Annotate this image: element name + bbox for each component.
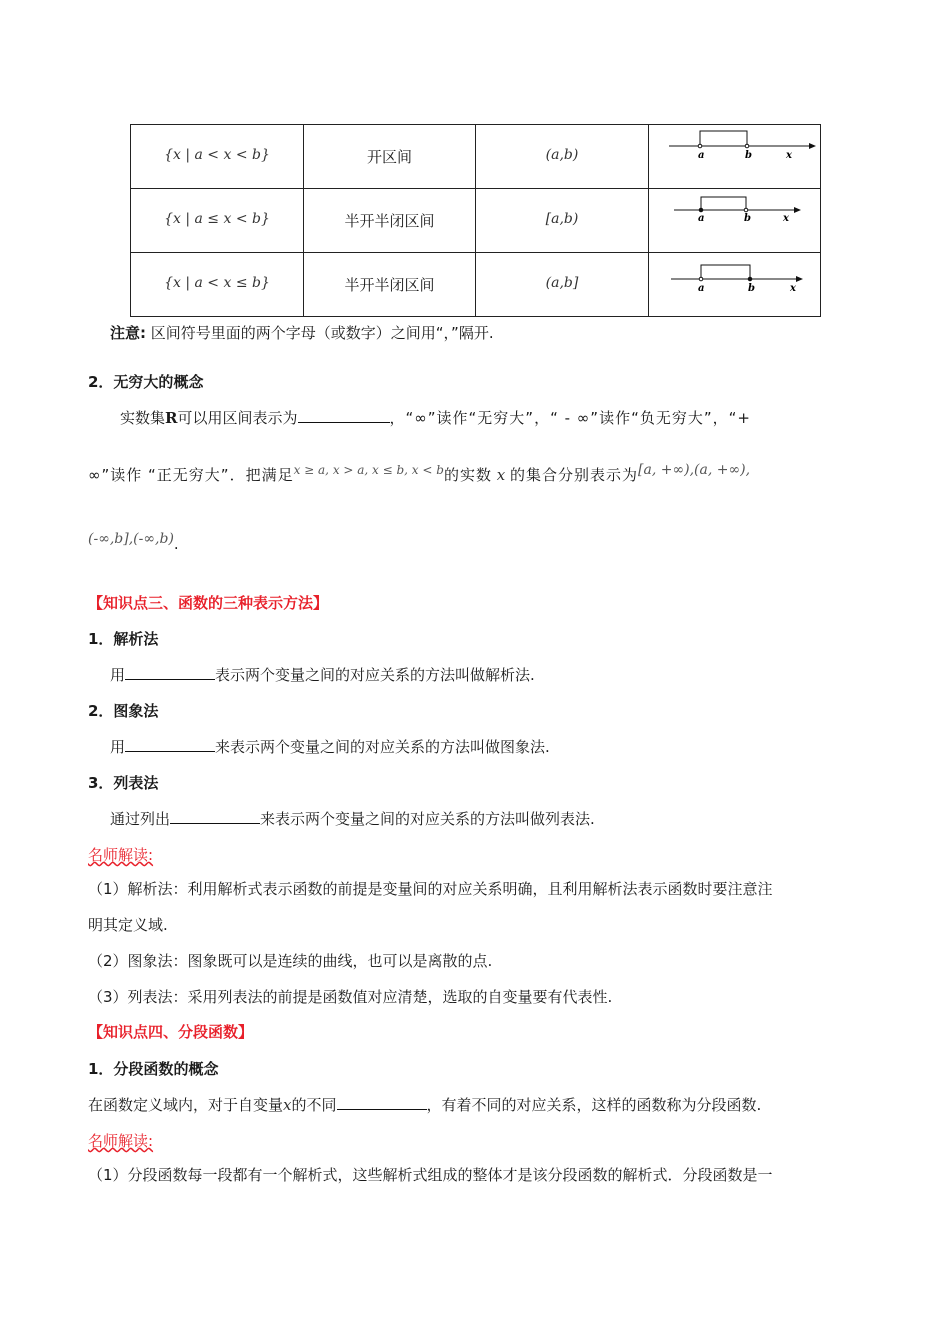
- table-row: [131, 253, 821, 317]
- section-heading: 3．列表法: [88, 774, 159, 792]
- note-line: [110, 322, 494, 343]
- label-b: b: [744, 213, 751, 224]
- kp3-title: 【知识点三、函数的三种表示方法】: [88, 594, 329, 612]
- number-line-diagram: [649, 189, 820, 248]
- table-row: [131, 125, 821, 189]
- right-endpoint-open: [744, 208, 748, 212]
- kp3-note1-cont: 明其定义域.: [88, 916, 168, 934]
- note-label: 注意:: [110, 324, 146, 342]
- right-endpoint-closed: [748, 277, 752, 281]
- interval-math: (-∞,b],(-∞,b): [88, 531, 174, 547]
- section2-line1: [120, 407, 751, 428]
- text-span: 的集合分别表示为: [510, 466, 639, 484]
- label-a: a: [698, 150, 705, 161]
- fill-blank[interactable]: [170, 809, 260, 824]
- real-set-symbol: R: [165, 409, 178, 427]
- text-span: ，“∞”读作“无穷大”，“ - ∞”读作“负无穷大”，“+: [389, 409, 751, 427]
- interval-notation: (a,b): [545, 146, 579, 163]
- kp4-title: 【知识点四、分段函数】: [88, 1023, 254, 1041]
- fill-blank[interactable]: [125, 665, 215, 680]
- interval-type: 开区间: [366, 148, 412, 166]
- text-span: 通过列出: [110, 810, 171, 828]
- text-span: 的不同: [291, 1096, 337, 1114]
- section-heading: 1．分段函数的概念: [88, 1060, 219, 1078]
- set-expression: {x | a < x ≤ b}: [164, 274, 270, 291]
- teacher-note-label: 名师解读:: [88, 846, 154, 864]
- variable-x: x: [496, 466, 506, 484]
- interval-notation: (a,b]: [545, 274, 579, 291]
- left-endpoint-closed: [699, 208, 703, 212]
- kp3-s2-text: [110, 736, 550, 757]
- text-span: 来表示两个变量之间的对应关系的方法叫做列表法.: [260, 810, 595, 828]
- interval-type: 半开半闭区间: [344, 276, 435, 294]
- text-span: 用: [110, 738, 126, 756]
- condition-math: x ≥ a, x > a, x ≤ b, x < b: [293, 463, 444, 477]
- text-span: 来表示两个变量之间的对应关系的方法叫做图象法.: [215, 738, 550, 756]
- text-span: .: [173, 535, 179, 553]
- teacher-note-label: 名师解读:: [88, 1132, 154, 1150]
- kp3-note1: （1）解析法：利用解析式表示函数的前提是变量间的对应关系明确，且利用解析法表示函数时要注意注: [88, 880, 773, 898]
- text-span: 表示两个变量之间的对应关系的方法叫做解析法.: [215, 666, 535, 684]
- label-b: b: [745, 150, 752, 161]
- label-x: x: [786, 150, 792, 161]
- interval-math: [a, +∞),(a, +∞),: [638, 462, 751, 478]
- fill-blank[interactable]: [337, 1095, 427, 1110]
- kp3-s3-text: [110, 808, 595, 829]
- text-span: 的实数: [443, 466, 492, 484]
- section-heading: 2．无穷大的概念: [88, 373, 204, 391]
- note-text: 区间符号里面的两个字母（或数字）之间用“，”隔开.: [150, 324, 494, 342]
- text-span: 可以用区间表示为: [177, 409, 298, 427]
- label-x: x: [783, 213, 789, 224]
- text-span: ∞”读作 “正无穷大”．把满足: [88, 466, 294, 484]
- interval-table: [130, 124, 821, 317]
- set-expression: {x | a < x < b}: [164, 146, 270, 163]
- label-a: a: [698, 283, 705, 294]
- section-heading: 1．解析法: [88, 630, 159, 648]
- text-span: ，有着不同的对应关系，这样的函数称为分段函数.: [426, 1096, 762, 1114]
- set-expression: {x | a ≤ x < b}: [164, 210, 270, 227]
- section2-line2: [88, 464, 750, 485]
- label-b: b: [748, 283, 755, 294]
- left-endpoint-open: [699, 277, 703, 281]
- interval-notation: [a,b): [545, 210, 579, 227]
- fill-blank[interactable]: [298, 408, 390, 423]
- text-span: 在函数定义域内，对于自变量: [88, 1096, 284, 1114]
- section2-line3: [88, 529, 179, 553]
- label-a: a: [698, 213, 705, 224]
- text-span: 实数集: [120, 409, 166, 427]
- kp3-s1-text: [110, 664, 535, 685]
- number-line-diagram: [649, 253, 820, 312]
- variable-x: x: [283, 1096, 292, 1114]
- kp3-note3: （3）列表法：采用列表法的前提是函数值对应清楚，选取的自变量要有代表性.: [88, 988, 613, 1006]
- interval-type: 半开半闭区间: [344, 212, 435, 230]
- section-heading: 2．图象法: [88, 702, 159, 720]
- kp4-s1-text: [88, 1094, 761, 1115]
- fill-blank[interactable]: [125, 737, 215, 752]
- kp4-note1: （1）分段函数每一段都有一个解析式，这些解析式组成的整体才是该分段函数的解析式．分段函数是一: [88, 1166, 773, 1184]
- number-line-diagram: [649, 125, 820, 184]
- text-span: 用: [110, 666, 126, 684]
- label-x: x: [790, 283, 796, 294]
- right-endpoint-open: [745, 144, 749, 148]
- table-row: [131, 189, 821, 253]
- left-endpoint-open: [698, 144, 702, 148]
- kp3-note2: （2）图象法：图象既可以是连续的曲线，也可以是离散的点.: [88, 952, 493, 970]
